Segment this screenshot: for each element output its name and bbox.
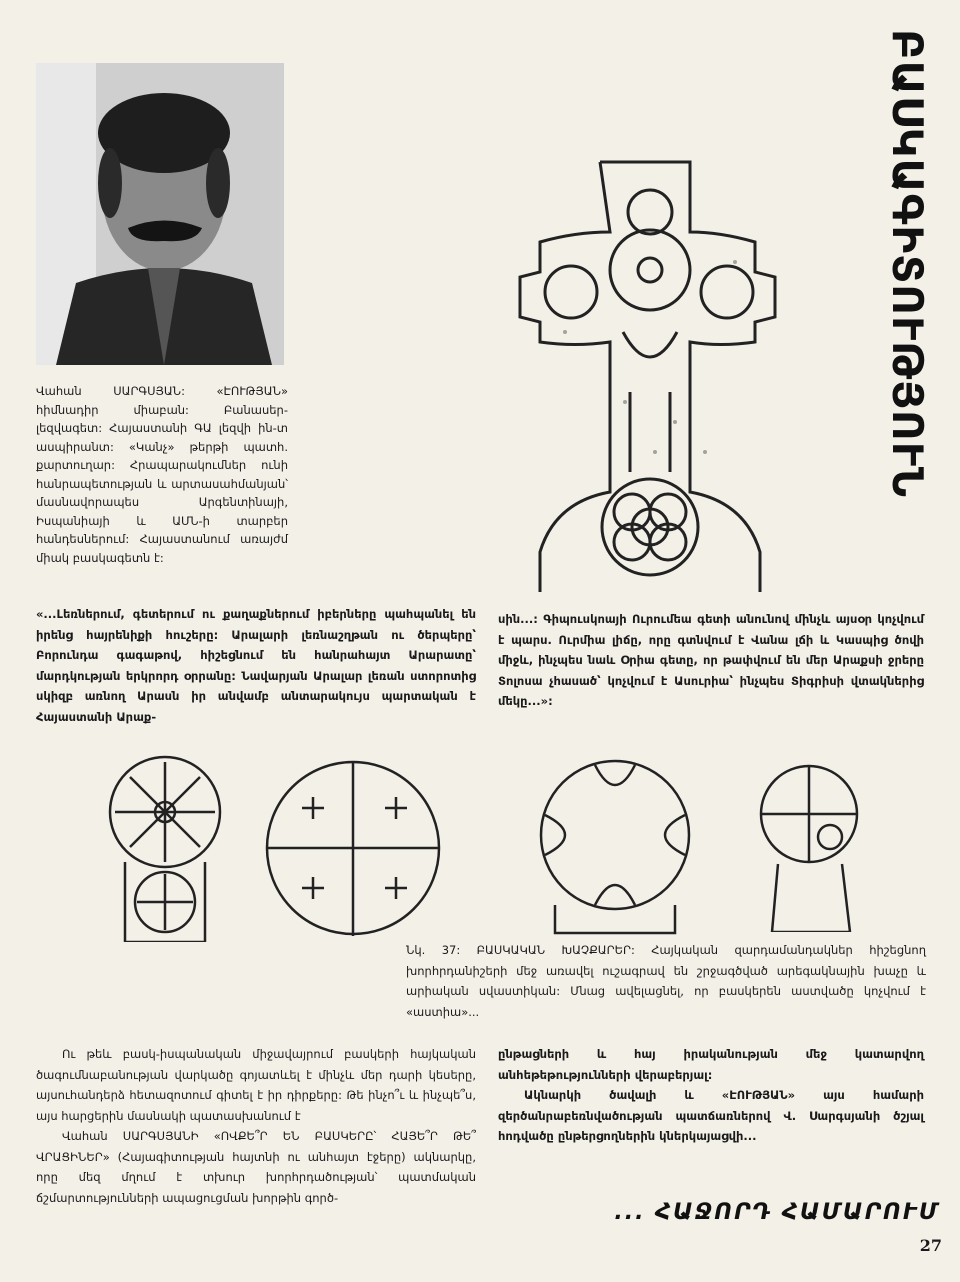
- quote-right: սին...: Գիպուսկոայի Ուրումեա գետի անունով մինչև այսօր կոչվում է պարս. Ուրմիա լիճը, որը գտնվում է Վանա լճի և Կասպից ծովի միջև, ինչպես նաև Օրիա գետը, որ թափվում են մեր Արաքսի ջրերը Տոլոսա չհասած՝ կոչվում է Ասուրիա՝ ինչպես Տիգրիսի վտակներից մեկը...»:: [498, 612, 924, 708]
- article-right-column: [498, 1044, 924, 1147]
- figure-caption: Նկ. 37: ԲԱՍԿԱԿԱՆ ԽԱՉՔԱՐԵՐ: Հայկական զարդամանդակներ հիշեցնող խորհրդանիշերի մեջ առավել ուշագրավ են շրջագծված արեգակնային խաչը և արիական սվաստիկան: Մնաց ավելացնել, որ բասկերեն աստվածը կոչվում է «աստիա»...: [406, 943, 926, 1019]
- article-left-column: [36, 1044, 476, 1208]
- swastika-quadrant-motif: [262, 760, 444, 940]
- quote-left: «...Լեռներում, գետերում ու քաղաքներում իբերները պահպանել են իրենց հայրենիքի հուշերը: Արալարի լեռնաշղթան ու ծերպերը՝ Բորունդա գագաթով, հիշեցնում են հանրահայտ Արարատը՝ մարդկության երկրորդ օրրանը: Նավարյան Արալար լեռան ստորոտից սկիզբ առնող Արասն իր անվամբ անտարակույս պարտական է Հայաստանի Արաք-: [36, 607, 476, 724]
- photo-caption: Վահան ՍԱՐԳՍՅԱՆ: «ԷՈՒԹՅԱՆ» հիմնադիր միաբան: Բանասեր-լեզվագետ: Հայաստանի ԳԱ լեզվի ին-տ ասպիրանտ: «Կանչ» թերթի պատհ. քարտուղար: Հրապարակումներ ունի հանրապետության և արտասահմանյան՝ մասնավորապես Արգենտինայի, Իսպանիայի և ԱՄՆ-ի տարբեր հանդեսներում: Հայաստանում առայժմ միակ բասկագետն է:: [36, 384, 288, 565]
- portrait-photo: [36, 63, 284, 365]
- paragraph-2: Վահան ՍԱՐԳՍՅԱՆԻ «ՈՎՔԵ՞Ր ԵՆ ԲԱՍԿԵՐԸ՝ ՀԱՅԵ՞Ր ԹԵ՞ ՎՐԱՑԻՆԵՐ» (Հայագիտության հայտնի ու անհայտ էջերը) ակնարկը, որը մեզ մղում է տխուր խորհրդածության՝ պատմական ճշմարտությունների ապացուցման խորթին գործ-: [36, 1129, 476, 1205]
- rosette-motif: [95, 752, 235, 942]
- symbol-disc-motif: [750, 762, 868, 932]
- next-issue-note: ... ՀԱՋՈՐԴ ՀԱՄԱՐՈՒՄ: [614, 1200, 940, 1225]
- paragraph-1: Ու թեև բասկ-իսպանական միջավայրում բասկերի հայկական ծագումնաբանության վարկածը գոյատևել է մինչև մեր դարի կեսերը, այսուհանդերձ հետազոտում գիտել է իր դիրքերը: Թե ինչո՞ւ և ինչպե՞ս, այս հարցերին մասնակի պատասխանում է: [36, 1047, 476, 1123]
- page-number: 27: [919, 1236, 942, 1255]
- paragraph-4: Ակնարկի ծավալի և «ԷՈՒԹՅԱՆ» այս համարի զերծանրաբեռնվածության պատճառներով Վ. Սարգսյանի ծշյալ հոդվածը ընթերցողներին կներկայացվի...: [498, 1088, 924, 1143]
- khachkar-cross-drawing: [505, 152, 795, 592]
- section-title: ԲԱՍԿԱԳԻՏՈՒԹՅՈՒՆ: [882, 28, 932, 498]
- circle-cross-motif: [525, 755, 705, 935]
- paragraph-3: ընթացների և հայ իրականության մեջ կատարվող անհեթեթությունների վերաբերյալ:: [498, 1047, 924, 1082]
